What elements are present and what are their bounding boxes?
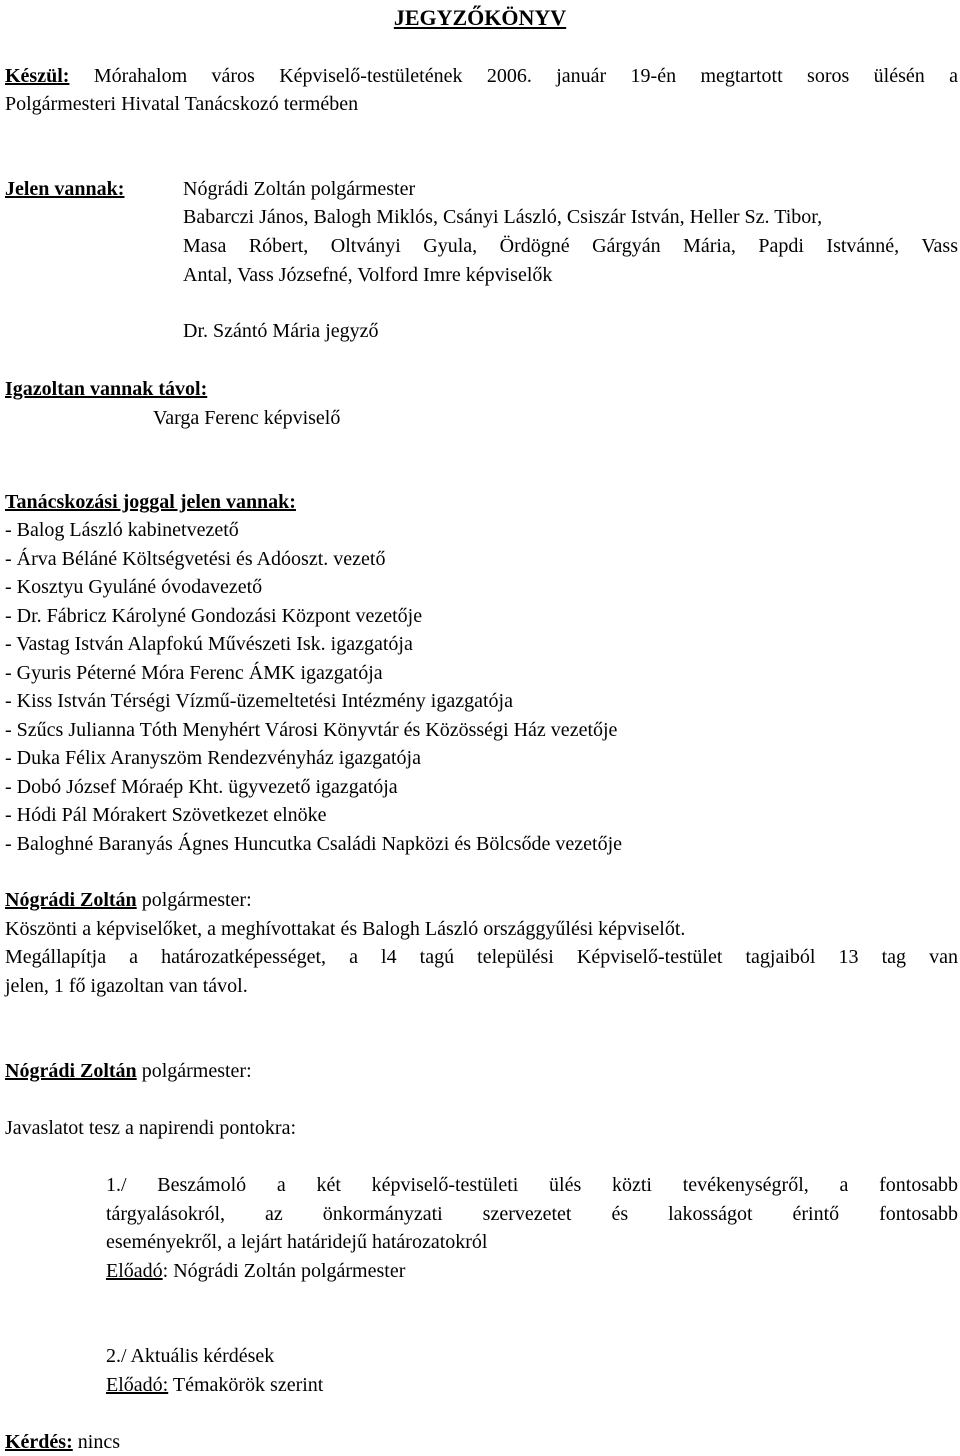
speech1-speaker: Nógrádi Zoltán xyxy=(5,889,137,911)
tanacskozasi-item: - Dr. Fábricz Károlyné Gondozási Központ vezetője xyxy=(5,605,423,627)
agenda2-presenter-value: Témakörök szerint xyxy=(168,1374,324,1396)
tanacskozasi-item: - Kosztyu Gyuláné óvodavezető xyxy=(5,576,263,598)
tavol-label: Igazoltan vannak távol: xyxy=(5,378,208,400)
agenda1-line2: tárgyalásokról, az önkormányzati szervezetet és lakosságot érintő fontosabb xyxy=(106,1203,958,1225)
tanacskozasi-item: - Gyuris Péterné Móra Ferenc ÁMK igazgatója xyxy=(5,662,383,684)
jelen-label: Jelen vannak: xyxy=(5,178,125,200)
tanacskozasi-item: - Dobó József Móraép Kht. ügyvezető igazgatója xyxy=(5,776,398,798)
tanacskozasi-item: - Árva Béláné Költségvetési és Adóoszt. vezető xyxy=(5,548,386,570)
tanacskozasi-item: - Balog László kabinetvezető xyxy=(5,519,239,541)
jelen-line4: Antal, Vass Józsefné, Volford Imre képviselők xyxy=(183,264,553,286)
agenda2-line1: 2./ Aktuális kérdések xyxy=(106,1345,275,1367)
keszul-line1 xyxy=(5,62,958,90)
speech2-role: polgármester: xyxy=(136,1060,252,1082)
tanacskozasi-item: - Hódi Pál Mórakert Szövetkezet elnöke xyxy=(5,804,327,826)
speech2-line1: Javaslatot tesz a napirendi pontokra: xyxy=(5,1117,297,1139)
jelen-line3: Masa Róbert, Oltványi Gyula, Ördögné Gárgyán Mária, Papdi Istvánné, Vass xyxy=(183,235,958,257)
speech1-heading xyxy=(5,886,252,914)
keszul-label: Készül: xyxy=(5,65,70,87)
document-title: JEGYZŐKÖNYV xyxy=(393,5,567,30)
tanacskozasi-item: - Baloghné Baranyás Ágnes Huncutka Családi Napközi és Bölcsőde vezetője xyxy=(5,833,623,855)
keszul-line2: Polgármesteri Hivatal Tanácskozó termében xyxy=(5,93,359,115)
agenda1-line3: eseményekről, a lejárt határidejű határozatokról xyxy=(106,1231,488,1253)
jelen-line2: Babarczi János, Balogh Miklós, Csányi László, Csiszár István, Heller Sz. Tibor, xyxy=(183,206,823,228)
speech2-heading xyxy=(5,1057,252,1085)
kerdes-label: Kérdés: xyxy=(5,1431,73,1453)
speech1-line2: Megállapítja a határozatképességet, a l4 tagú települési Képviselő-testület tagjaiból 13 tag van xyxy=(5,946,958,968)
speech1-line1: Köszönti a képviselőket, a meghívottakat és Balogh László országgyűlési képviselőt. xyxy=(5,918,686,940)
kerdes-line xyxy=(5,1428,120,1456)
agenda2-presenter-label: Előadó: xyxy=(106,1374,169,1396)
agenda1-line1: 1./ Beszámoló a két képviselő-testületi ülés közti tevékenységről, a fontosabb xyxy=(106,1174,958,1196)
kerdes-value: nincs xyxy=(72,1431,120,1453)
tanacskozasi-item: - Kiss István Térségi Vízmű-üzemeltetési Intézmény igazgatója xyxy=(5,690,513,712)
speech1-line3: jelen, 1 fő igazoltan van távol. xyxy=(5,975,248,997)
agenda1-presenter-value: : Nógrádi Zoltán polgármester xyxy=(162,1260,406,1282)
agenda1-presenter xyxy=(106,1257,405,1285)
jelen-line5: Dr. Szántó Mária jegyző xyxy=(183,320,379,342)
jelen-line1: Nógrádi Zoltán polgármester xyxy=(183,178,416,200)
keszul-text1: Mórahalom város Képviselő-testületének 2006. január 19-én megtartott soros ülésén a xyxy=(93,65,958,87)
speech1-role: polgármester: xyxy=(136,889,252,911)
tanacskozasi-item: - Duka Félix Aranyszöm Rendezvényház igazgatója xyxy=(5,747,421,769)
tanacskozasi-item: - Szűcs Julianna Tóth Menyhért Városi Könyvtár és Közösségi Ház vezetője xyxy=(5,719,618,741)
agenda2-presenter xyxy=(106,1371,323,1399)
speech2-speaker: Nógrádi Zoltán xyxy=(5,1060,137,1082)
tavol-line1: Varga Ferenc képviselő xyxy=(153,407,341,429)
agenda1-presenter-label: Előadó xyxy=(106,1260,163,1282)
tanacskozasi-item: - Vastag István Alapfokú Művészeti Isk. igazgatója xyxy=(5,633,413,655)
tanacskozasi-label: Tanácskozási joggal jelen vannak: xyxy=(5,491,296,513)
